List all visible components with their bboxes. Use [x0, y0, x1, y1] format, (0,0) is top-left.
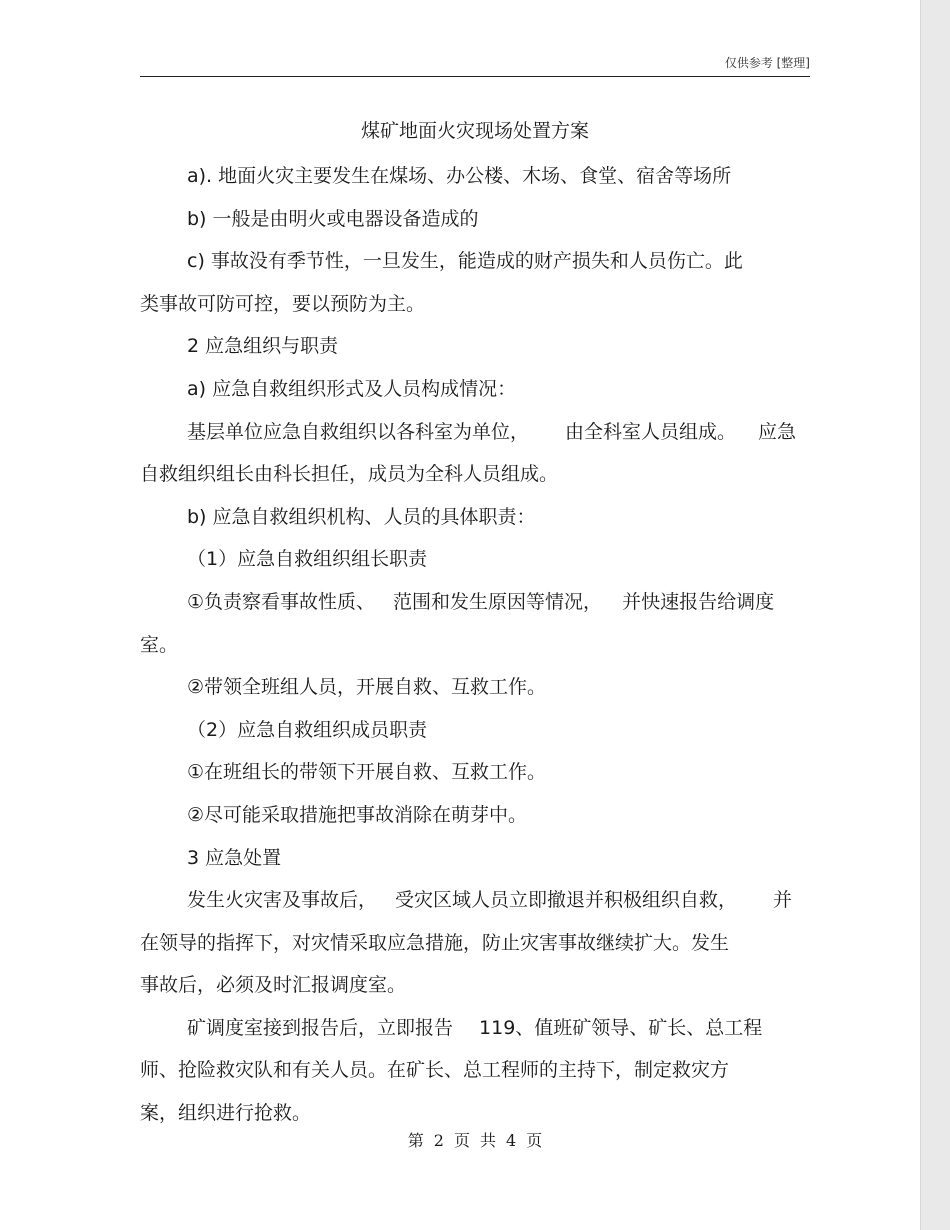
footer-text: 第	[407, 1131, 424, 1150]
paragraph-line: ①在班组长的带领下开展自救、互救工作。	[187, 761, 547, 784]
paragraph-line: b) 应急自救组织机构、人员的具体职责：	[187, 505, 536, 528]
text-fragment: 由全科室人员组成。	[565, 420, 737, 443]
paragraph-line	[140, 879, 810, 922]
footer-text: 共	[480, 1131, 497, 1150]
paragraph-line: ②尽可能采取措施把事故消除在萌芽中。	[187, 803, 528, 826]
paragraph-line: a). 地面火灾主要发生在煤场、办公楼、木场、食堂、宿舍等场所	[187, 165, 732, 187]
text-fragment: 范围和发生原因等情况，	[393, 590, 603, 613]
paragraph-line: c) 事故没有季节性，一旦发生，能造成的财产损失和人员伤亡。此	[187, 250, 743, 273]
paragraph-line: ②带领全班组人员，开展自救、互救工作。	[187, 676, 547, 699]
paragraph-line	[140, 1007, 810, 1050]
text-fragment: ①负责察看事故性质、	[187, 590, 376, 613]
text-fragment: 发生火灾害及事故后，	[187, 889, 378, 912]
footer-text: 页	[453, 1131, 470, 1150]
section-heading: 3 应急处置	[187, 846, 282, 869]
section-heading: 2 应急组织与职责	[187, 335, 339, 358]
document-title: 煤矿地面火灾现场处置方案	[360, 120, 589, 142]
text-fragment: 基层单位应急自救组织以各科室为单位，	[187, 420, 530, 443]
text-fragment: 应急	[758, 420, 797, 443]
paragraph-line: 在领导的指挥下，对灾情采取应急措施，防止灾害事故继续扩大。发生	[140, 931, 730, 954]
total-pages-number: 4	[506, 1131, 517, 1150]
subsection-heading: （2）应急自救组织成员职责	[187, 718, 428, 741]
paragraph-line: 师、抢险救灾队和有关人员。在矿长、总工程师的主持下，制定救灾方	[140, 1059, 730, 1082]
paragraph-line: 自救组织组长由科长担任，成员为全科人员组成。	[140, 463, 559, 486]
paragraph-line: 案，组织进行抢救。	[140, 1102, 312, 1125]
page-footer	[140, 1128, 810, 1151]
text-fragment: 矿调度室接到报告后，立即报告	[187, 1016, 454, 1039]
paragraph-line: a) 应急自救组织形式及人员构成情况：	[187, 377, 517, 400]
paragraph-line	[140, 411, 810, 454]
subsection-heading: （1）应急自救组织组长职责	[187, 548, 428, 571]
header-divider	[140, 76, 810, 77]
paragraph-line	[140, 581, 810, 624]
paragraph-line: 事故后，必须及时汇报调度室。	[140, 974, 407, 997]
text-fragment: 119、值班矿领导、矿长、总工程	[479, 1016, 763, 1039]
paragraph-line: b) 一般是由明火或电器设备造成的	[187, 207, 479, 230]
document-body	[140, 155, 810, 1135]
text-fragment: 受灾区域人员立即撤退并积极组织自救，	[395, 889, 738, 912]
current-page-number: 2	[433, 1131, 444, 1150]
footer-text: 页	[526, 1131, 543, 1150]
text-fragment: 并快速报告给调度	[622, 590, 775, 613]
paragraph-line: 室。	[140, 633, 179, 656]
page-header: 仅供参考 [整理]	[724, 56, 810, 70]
paragraph-line: 类事故可防可控，要以预防为主。	[140, 292, 426, 315]
text-fragment: 并	[773, 889, 793, 912]
